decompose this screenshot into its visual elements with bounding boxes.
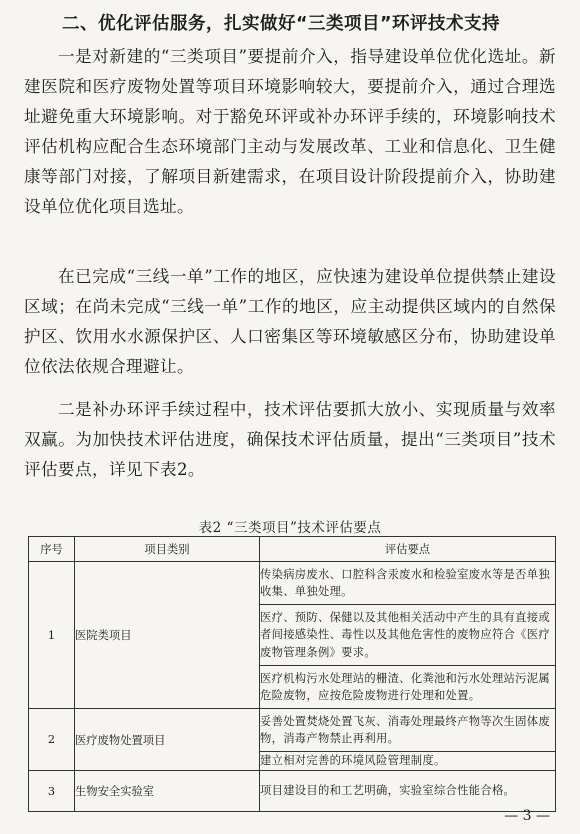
- evaluation-table: [28, 536, 556, 812]
- header-no: 序号: [29, 537, 75, 562]
- row-category: 生物安全实验室: [75, 771, 260, 812]
- row-point: 医疗、预防、保健以及其他相关活动中产生的具有直接或者间接感染性、毒性以及其他危害性的废物应符合《医疗废物管理条例》要求。: [260, 605, 556, 666]
- row-point: 项目建设目的和工艺明确，实验室综合性能合格。: [260, 771, 556, 812]
- row-number: 2: [29, 709, 75, 771]
- row-point: 医疗机构污水处理站的栅渣、化粪池和污水处理站污泥属危险废物，应按危险废物进行处理和处置。: [260, 666, 556, 709]
- row-point: 妥善处置焚烧处置飞灰、消毒处理最终产物等次生固体废物，消毒产物禁止再利用。: [260, 709, 556, 752]
- header-points: 评估要点: [260, 537, 556, 562]
- page-number: — 3 —: [504, 808, 550, 824]
- header-category: 项目类别: [75, 537, 260, 562]
- row-point: 建立相对完善的环境风险管理制度。: [260, 752, 556, 771]
- table-row: [29, 709, 556, 752]
- table-caption: 表2 “三类项目”技术评估要点: [198, 520, 382, 536]
- row-number: 3: [29, 771, 75, 812]
- table-row: [29, 562, 556, 605]
- row-category: 医疗废物处置项目: [75, 709, 260, 771]
- paragraph-1: 一是对新建的“三类项目”要提前介入，指导建设单位优化选址。新建医院和医疗废物处置等项目环境影响较大，要提前介入，通过合理选址避免重大环境影响。对于豁免环评或补办环评手续的，环境影响技术评估机构应配合生态环境部门主动与发展改革、工业和信息化、卫生健康等部门对接，了解项目新建需求，在项目设计阶段提前介入，协助建设单位优化项目选址。: [24, 47, 556, 216]
- section-heading: 二、优化评估服务，扎实做好“三类项目”环评技术支持: [62, 14, 501, 34]
- paragraph-3: 二是补办环评手续过程中，技术评估要抓大放小、实现质量与效率双赢。为加快技术评估进度，确保技术评估质量，提出“三类项目”技术评估要点，详见下表2。: [24, 400, 556, 479]
- row-number: 1: [29, 562, 75, 709]
- table-header-row: [29, 537, 556, 562]
- table-row: [29, 771, 556, 812]
- row-category: 医院类项目: [75, 562, 260, 709]
- paragraph-2: 在已完成“三线一单”工作的地区，应快速为建设单位提供禁止建设区域；在尚未完成“三线一单”工作的地区，应主动提供区域内的自然保护区、饮用水水源保护区、人口密集区等环境敏感区分布，协助建设单位依法依规合理避让。: [24, 267, 556, 376]
- row-point: 传染病房废水、口腔科含汞废水和检验室废水等是否单独收集、单独处理。: [260, 562, 556, 605]
